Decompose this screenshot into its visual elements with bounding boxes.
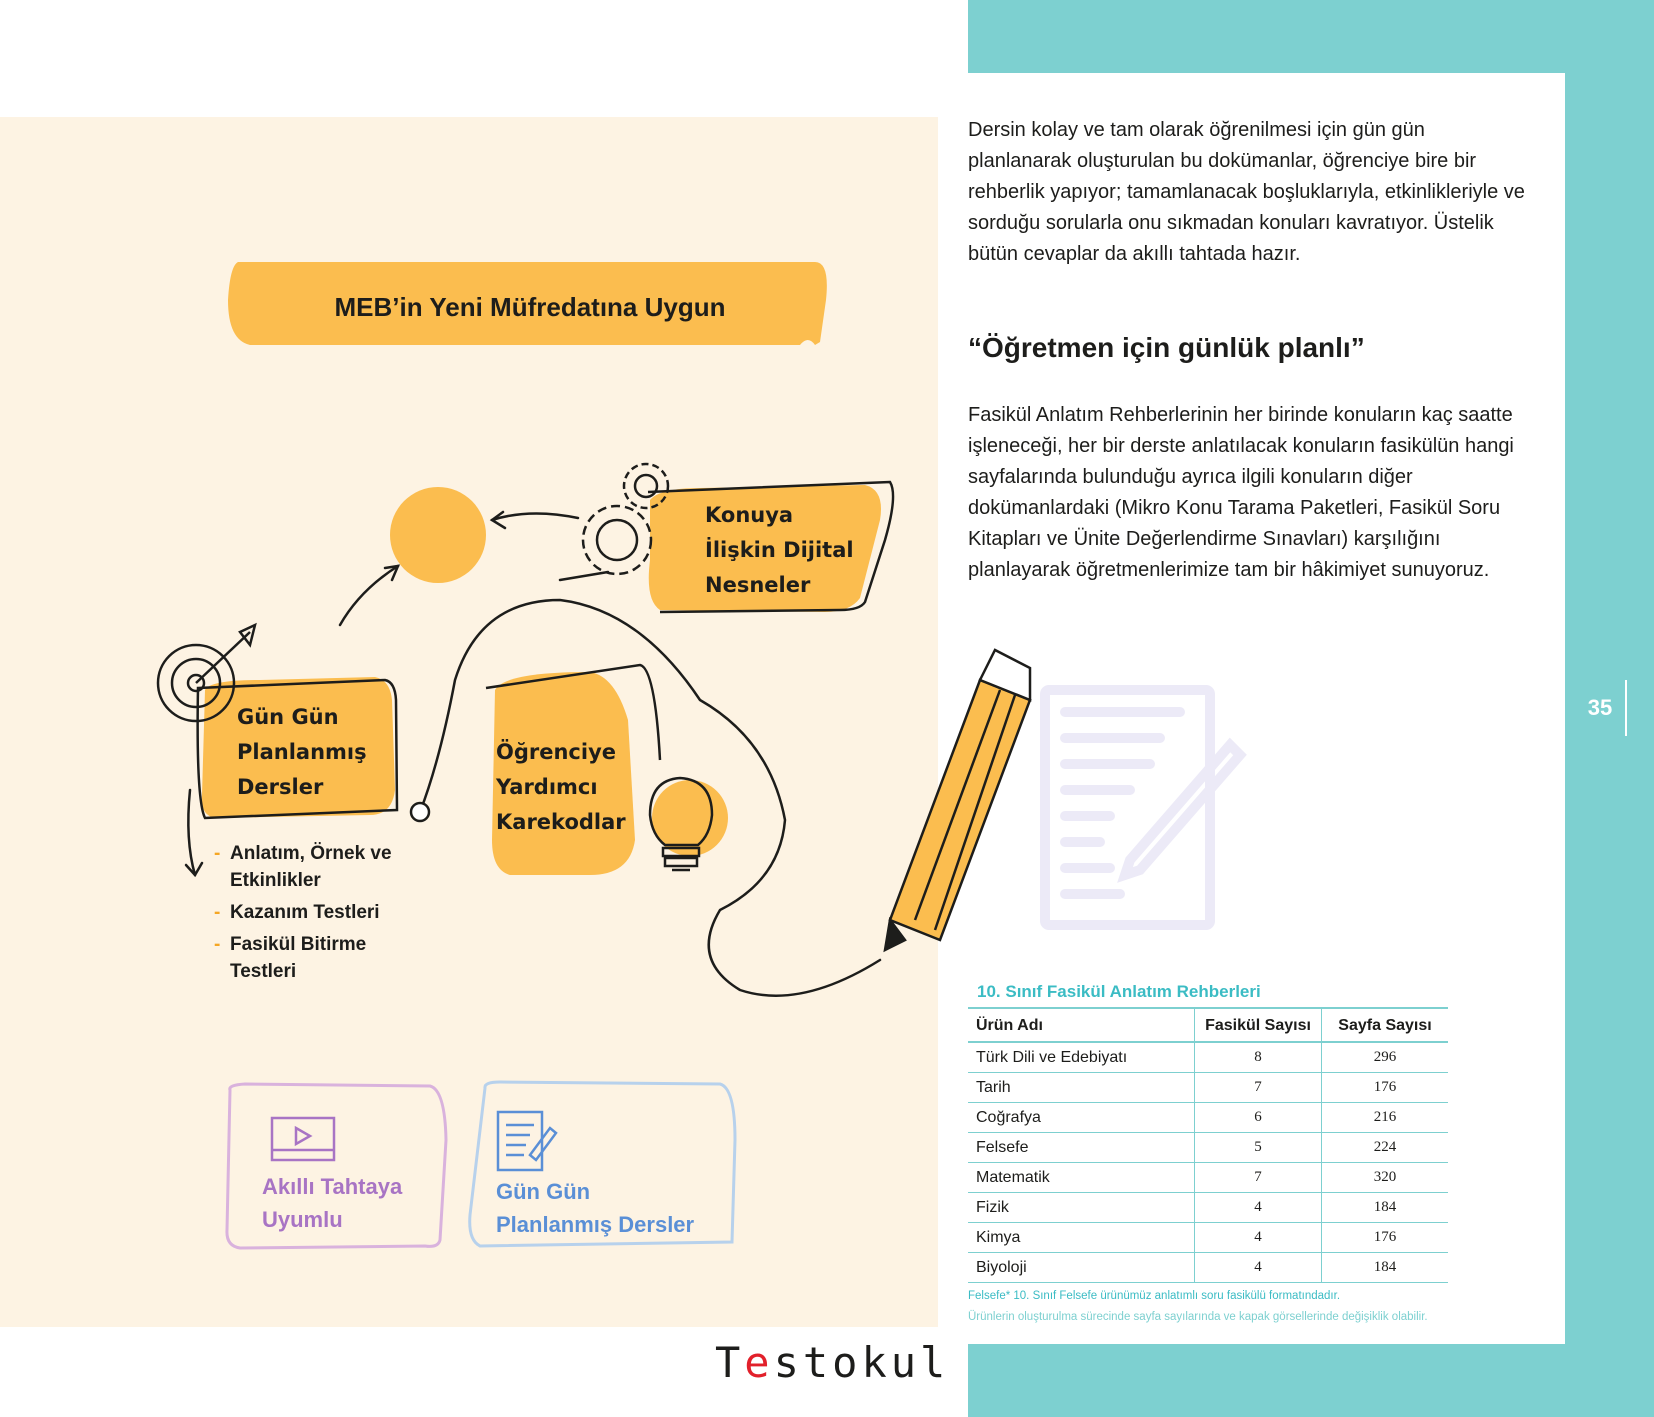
page-count-cell: 176: [1322, 1223, 1449, 1253]
list-item-text: Anlatım, Örnek ve Etkinlikler: [230, 843, 392, 891]
footnote-disclaimer: Ürünlerin oluşturulma sürecinde sayfa sayılarında ve kapak görsellerinde değişiklik olabilir.: [968, 1311, 1428, 1323]
lightbulb-icon: [650, 778, 728, 870]
fascicle-count-cell: 8: [1195, 1042, 1322, 1073]
fascicle-count-cell: 7: [1195, 1163, 1322, 1193]
badge1-line: Akıllı Tahtaya: [262, 1174, 403, 1199]
table-row: [968, 1133, 1448, 1163]
product-name-cell: Felsefe: [968, 1133, 1195, 1163]
product-name-cell: Biyoloji: [968, 1253, 1195, 1283]
page-count-cell: 224: [1322, 1133, 1449, 1163]
table-row: [968, 1253, 1448, 1283]
product-name-cell: Türk Dili ve Edebiyatı: [968, 1042, 1195, 1073]
badge1-line: Uyumlu: [262, 1207, 343, 1232]
feature-list: [214, 840, 430, 985]
list-item-text: Kazanım Testleri: [230, 902, 380, 923]
box3-line: İlişkin Dijital: [705, 538, 854, 562]
product-name-cell: Tarih: [968, 1073, 1195, 1103]
product-table: [968, 1007, 1448, 1283]
product-name-cell: Matematik: [968, 1163, 1195, 1193]
table-row: [968, 1042, 1448, 1073]
box3-label: [705, 498, 854, 603]
fascicle-count-cell: 4: [1195, 1193, 1322, 1223]
table-header-row: [968, 1008, 1448, 1042]
planner-icon: [498, 1112, 556, 1170]
page-count-cell: 176: [1322, 1073, 1449, 1103]
footnote-felsefe: Felsefe* 10. Sınıf Felsefe ürünümüz anlatımlı soru fasikülü formatındadır.: [968, 1290, 1341, 1302]
smartboard-icon: [272, 1118, 334, 1160]
list-item: [214, 931, 430, 985]
banner-title: MEB’in Yeni Müfredatına Uygun: [334, 292, 726, 322]
table-row: [968, 1073, 1448, 1103]
bullet-dash: -: [214, 902, 221, 923]
brand-rest: stokul: [773, 1338, 950, 1387]
page-count-cell: 320: [1322, 1163, 1449, 1193]
page-count-cell: 216: [1322, 1103, 1449, 1133]
box1-line: Dersler: [237, 775, 324, 799]
box3-line: Nesneler: [705, 573, 811, 597]
brand-letter: T: [715, 1338, 745, 1387]
badge-smartboard-label: [262, 1170, 402, 1236]
brand-accent-letter: e: [744, 1338, 774, 1387]
document-watermark-icon: [1045, 690, 1240, 925]
body-paragraph: Fasikül Anlatım Rehberlerinin her birinde konuların kaç saatte işleneceği, her bir derste anlatılacak konuların fasikülün hangi sayfalarında bulunduğu ayrıca ilgili konuların diğer dokümanlardaki (Mikro Konu Tarama Paketleri, Fasikül Soru Kitapları ve Ünite Değerlendirme Sınavları) karşılığını planlayarak öğretmenlerimize tam bir hâkimiyet sunuyoruz.: [968, 404, 1514, 581]
page-count-cell: 184: [1322, 1253, 1449, 1283]
intro-paragraph: Dersin kolay ve tam olarak öğrenilmesi için gün gün planlanarak oluşturulan bu dokümanlar, öğrenciye bire bir rehberlik yapıyor; tamamlanacak boşluklarıyla, etkinlikleriyle ve sorduğu sorularla onu sıkmadan konuları kavratıyor. Üstelik bütün cevaplar da akıllı tahtada hazır.: [968, 119, 1525, 265]
fascicle-count-cell: 4: [1195, 1223, 1322, 1253]
product-name-cell: Fizik: [968, 1193, 1195, 1223]
badge2-line: Gün Gün: [496, 1179, 591, 1204]
column-header: Sayfa Sayısı: [1322, 1008, 1449, 1042]
box2-line: Yardımcı: [496, 775, 598, 799]
list-item: [214, 899, 430, 926]
box2-label: [496, 735, 626, 840]
badge2-line: Planlanmış Dersler: [496, 1212, 695, 1237]
box1-line: Planlanmış: [237, 740, 367, 764]
table-row: [968, 1103, 1448, 1133]
list-item: [214, 840, 430, 894]
table-row: [968, 1223, 1448, 1253]
box2-line: Öğrenciye: [496, 740, 617, 764]
box2-line: Karekodlar: [496, 810, 626, 834]
section-heading: “Öğretmen için günlük planlı”: [968, 332, 1365, 363]
yellow-circle: [390, 487, 486, 583]
bullet-dash: -: [214, 843, 221, 864]
box1-line: Gün Gün: [237, 705, 339, 729]
page-number: 35: [1587, 695, 1613, 720]
fascicle-count-cell: 4: [1195, 1253, 1322, 1283]
fascicle-count-cell: 5: [1195, 1133, 1322, 1163]
box1-label: [237, 700, 367, 805]
column-header: Ürün Adı: [968, 1008, 1195, 1042]
product-name-cell: Coğrafya: [968, 1103, 1195, 1133]
box3-line: Konuya: [705, 503, 794, 527]
bullet-dash: -: [214, 934, 221, 955]
product-name-cell: Kimya: [968, 1223, 1195, 1253]
fascicle-count-cell: 7: [1195, 1073, 1322, 1103]
table-row: [968, 1163, 1448, 1193]
list-item-text: Fasikül Bitirme Testleri: [230, 934, 367, 982]
page-count-cell: 296: [1322, 1042, 1449, 1073]
column-header: Fasikül Sayısı: [1195, 1008, 1322, 1042]
pencil-icon: [885, 650, 1030, 950]
badge-daily-plan-label: [496, 1175, 694, 1241]
table-row: [968, 1193, 1448, 1223]
table-title: 10. Sınıf Fasikül Anlatım Rehberleri: [977, 982, 1261, 1001]
fascicle-count-cell: 6: [1195, 1103, 1322, 1133]
brand-logo: [715, 1338, 949, 1387]
page-count-cell: 184: [1322, 1193, 1449, 1223]
